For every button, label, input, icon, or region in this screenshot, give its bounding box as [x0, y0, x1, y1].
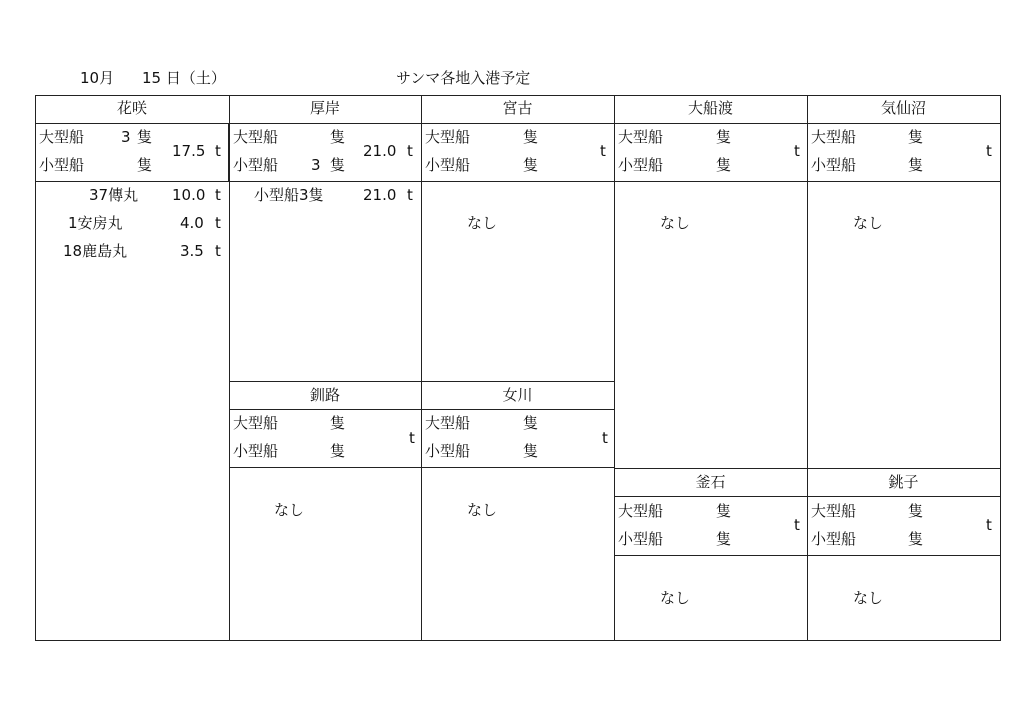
none-label: なし	[467, 501, 498, 519]
hanasaki-tons-divider	[228, 123, 229, 181]
port-name: 釧路	[309, 386, 340, 404]
large-ship-label: 大型船	[618, 128, 664, 146]
none-label: なし	[467, 214, 498, 232]
large-ship-count: 3	[121, 128, 131, 146]
large-ship-label: 大型船	[233, 128, 279, 146]
large-ship-label: 大型船	[425, 128, 471, 146]
large-ship-label: 大型船	[425, 414, 471, 432]
ship-unit: 隻	[137, 128, 153, 146]
ton-unit: t	[215, 242, 221, 260]
ton-unit: t	[215, 142, 221, 160]
port-name: 女川	[502, 386, 533, 404]
large-ship-label: 大型船	[811, 502, 857, 520]
small-ship-label: 小型船	[811, 156, 857, 174]
port-name: 釜石	[695, 473, 726, 491]
ship-tons: 4.0	[180, 214, 204, 232]
none-label: なし	[660, 214, 691, 232]
ship-tons: 10.0	[172, 186, 206, 204]
ship-unit: 隻	[908, 156, 924, 174]
ship-unit: 隻	[330, 414, 346, 432]
table-top-border	[35, 95, 1001, 96]
kushiro-onagawa-top	[229, 381, 615, 382]
header-row-divider	[35, 123, 1001, 124]
port-name: 銚子	[888, 473, 919, 491]
col-divider-4	[807, 95, 808, 641]
ship-unit: 隻	[523, 128, 539, 146]
ton-unit: t	[407, 186, 413, 204]
ship-unit: 隻	[716, 530, 732, 548]
ship-unit: 隻	[330, 442, 346, 460]
ton-unit: t	[794, 142, 800, 160]
ton-unit: t	[986, 516, 992, 534]
kamaishi-choshi-summary-divider	[614, 555, 1001, 556]
table-bottom-border	[35, 640, 1001, 641]
ship-unit: 隻	[908, 530, 924, 548]
ship-unit: 隻	[908, 128, 924, 146]
ton-unit: t	[602, 429, 608, 447]
table-left-border	[35, 95, 36, 641]
ton-unit: t	[794, 516, 800, 534]
large-ship-label: 大型船	[618, 502, 664, 520]
small-ship-label: 小型船	[233, 156, 279, 174]
day-label: 15 日（土）	[142, 69, 226, 87]
small-ship-label: 小型船	[618, 156, 664, 174]
ship-name: 37傳丸	[89, 186, 139, 204]
summary-row-divider	[35, 181, 1001, 182]
none-label: なし	[274, 501, 305, 519]
detail-text: 小型船3隻	[254, 186, 324, 204]
kamaishi-choshi-header-divider	[614, 496, 1001, 497]
ton-unit: t	[407, 142, 413, 160]
port-name: 花咲	[116, 99, 147, 117]
large-ship-label: 大型船	[811, 128, 857, 146]
small-ship-count: 3	[311, 156, 321, 174]
ship-tons: 3.5	[180, 242, 204, 260]
col-divider-2	[421, 95, 422, 641]
ship-unit: 隻	[716, 502, 732, 520]
large-ship-label: 大型船	[39, 128, 85, 146]
ton-unit: t	[215, 214, 221, 232]
ship-unit: 隻	[523, 414, 539, 432]
small-ship-label: 小型船	[425, 442, 471, 460]
col-divider-3	[614, 95, 615, 641]
none-label: なし	[853, 589, 884, 607]
ton-unit: t	[409, 429, 415, 447]
ship-unit: 隻	[137, 156, 153, 174]
kushiro-onagawa-summary-divider	[229, 467, 615, 468]
kamaishi-choshi-top	[614, 468, 1001, 469]
table-right-border	[1000, 95, 1001, 641]
total-tons: 21.0	[363, 142, 397, 160]
ton-unit: t	[986, 142, 992, 160]
ship-unit: 隻	[330, 156, 346, 174]
small-ship-label: 小型船	[618, 530, 664, 548]
small-ship-label: 小型船	[425, 156, 471, 174]
large-ship-label: 大型船	[233, 414, 279, 432]
small-ship-label: 小型船	[233, 442, 279, 460]
small-ship-label: 小型船	[39, 156, 85, 174]
ship-unit: 隻	[716, 156, 732, 174]
ship-unit: 隻	[523, 156, 539, 174]
ship-unit: 隻	[330, 128, 346, 146]
ton-unit: t	[215, 186, 221, 204]
ship-unit: 隻	[523, 442, 539, 460]
page-title: サンマ各地入港予定	[396, 69, 531, 87]
ton-unit: t	[600, 142, 606, 160]
kushiro-onagawa-header-divider	[229, 409, 615, 410]
small-ship-label: 小型船	[811, 530, 857, 548]
none-label: なし	[853, 214, 884, 232]
port-name: 宮古	[502, 99, 533, 117]
port-name: 気仙沼	[880, 99, 926, 117]
port-name: 大船渡	[687, 99, 733, 117]
ship-name: 18鹿島丸	[63, 242, 128, 260]
none-label: なし	[660, 589, 691, 607]
port-name: 厚岸	[309, 99, 340, 117]
total-tons: 17.5	[172, 142, 206, 160]
ship-unit: 隻	[716, 128, 732, 146]
ship-unit: 隻	[908, 502, 924, 520]
detail-tons: 21.0	[363, 186, 397, 204]
month-label: 10月	[80, 69, 115, 87]
col-divider-1	[229, 95, 230, 641]
ship-name: 1安房丸	[68, 214, 123, 232]
